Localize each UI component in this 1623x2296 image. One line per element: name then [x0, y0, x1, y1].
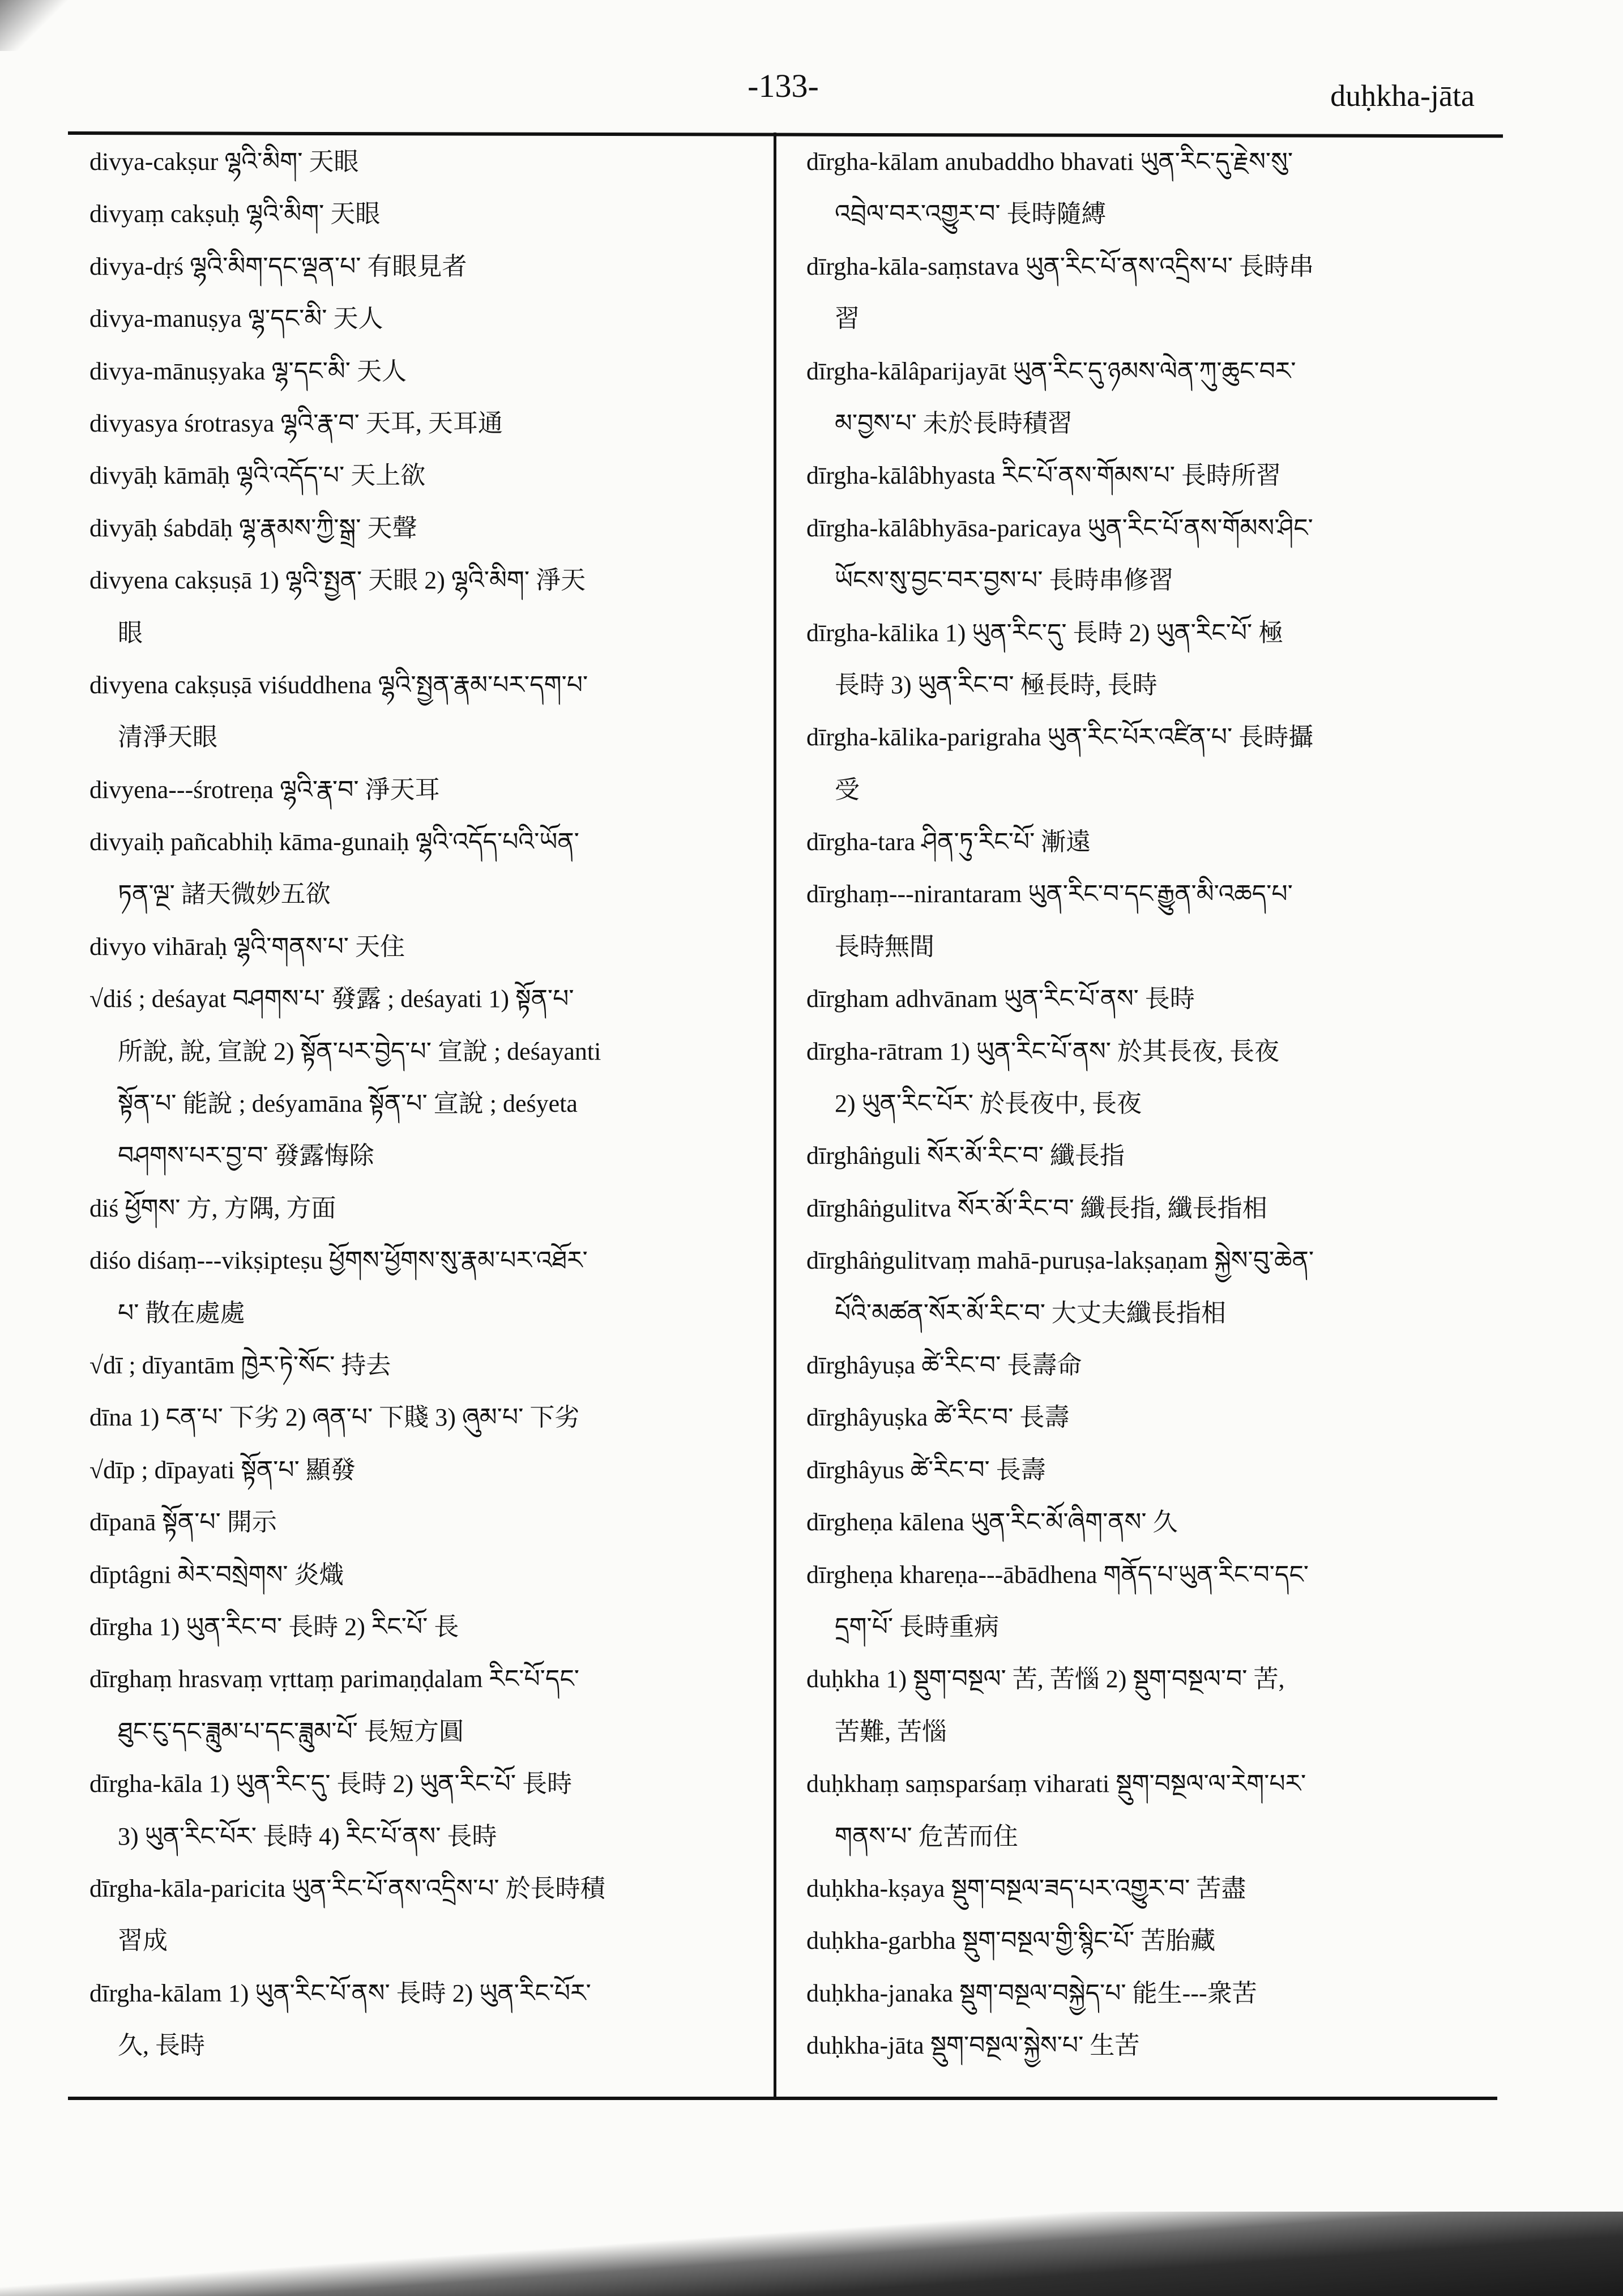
dictionary-entry-line: dīrgheṇa kālena ཡུན་རིང་མོ་ཞིག་ནས་ 久: [806, 1508, 1178, 1537]
dictionary-entry-line: dīrgha-kālâparijayāt ཡུན་རིང་དུ་ཉམས་ལེན་ཀུ་ཆུང་བར་: [806, 357, 1296, 385]
dictionary-entry-line: dīpanā སྟོན་པ་ 開示: [89, 1508, 277, 1537]
dictionary-entry-line: dīrghâyus ཚེ་རིང་བ་ 長壽: [806, 1456, 1046, 1484]
dictionary-entry-line: dīrgha-tara ཤིན་ཏུ་རིང་པོ་ 漸遠: [806, 828, 1091, 856]
entry-continuation-line: ཡོངས་སུ་བྱང་བར་བྱས་པ་ 長時串修習: [835, 566, 1174, 595]
dictionary-entry-line: divyaiḥ pañcabhiḥ kāma-gunaiḥ ལྷའི་འདོད་པའི་ཡོན་: [89, 828, 579, 856]
dictionary-entry-line: dīrghâyuṣka ཚེ་རིང་བ་ 長壽: [806, 1403, 1070, 1432]
entry-continuation-line: མ་བྱས་པ་ 未於長時積習: [835, 409, 1073, 437]
dictionary-entry-line: dīrgham adhvānam ཡུན་རིང་པོ་ནས་ 長時: [806, 985, 1195, 1013]
dictionary-entry-line: divyasya śrotrasya ལྷའི་རྣ་བ་ 天耳, 天耳通: [89, 409, 503, 437]
dictionary-entry-line: dīptâgni མེར་བསྲེགས་ 炎熾: [89, 1560, 344, 1589]
entry-continuation-line: བཤགས་པར་བྱ་བ་ 發露悔除: [118, 1142, 374, 1170]
dictionary-entry-line: dīrgha-rātram 1) ཡུན་རིང་པོ་ནས་ 於其長夜, 長夜: [806, 1037, 1279, 1065]
dictionary-entry-line: divyāḥ kāmāḥ ལྷའི་འདོད་པ་ 天上欲: [89, 462, 426, 490]
dictionary-entry-line: dīrgha-kālâbhyāsa-paricaya ཡུན་རིང་པོ་ནས་གོམས་ཤིང་: [806, 514, 1313, 542]
entry-continuation-line: 久, 長時: [118, 2032, 205, 2060]
entry-continuation-line: སྟོན་པ་ 能說 ; deśyamāna སྟོན་པ་ 宣說 ; deśyeta: [118, 1090, 578, 1118]
entry-continuation-line: 長時無間: [835, 932, 934, 961]
dictionary-entry-line: divyena cakṣuṣā viśuddhena ལྷའི་སྤྱན་རྣམ་པར་དག་པ་: [89, 671, 588, 699]
dictionary-entry-line: duḥkha-janaka སྡུག་བསྔལ་བསྐྱེད་པ་ 能生---衆苦: [806, 1979, 1257, 2007]
dictionary-entry-line: dīrgha-kālam anubaddho bhavati ཡུན་རིང་དུ་རྗེས་སུ་: [806, 148, 1293, 176]
dictionary-entry-line: dīrgha 1) ཡུན་རིང་བ་ 長時 2) རིང་པོ་ 長: [89, 1612, 459, 1641]
dictionary-entry-line: duḥkha-kṣaya སྡུག་བསྔལ་ཟད་པར་འགྱུར་བ་ 苦盡: [806, 1874, 1246, 1902]
column-divider: [774, 133, 776, 2098]
dictionary-entry-line: divya-mānuṣyaka ལྷ་དང་མི་ 天人: [89, 357, 407, 385]
entry-continuation-line: 2) ཡུན་རིང་པོར་ 於長夜中, 長夜: [835, 1090, 1142, 1118]
dictionary-entry-line: duḥkha 1) སྡུག་བསྔལ་ 苦, 苦惱 2) སྡུག་བསྔལ་བ་ 苦,: [806, 1665, 1285, 1693]
dictionary-entry-line: divyaṃ cakṣuḥ ལྷའི་མིག་ 天眼: [89, 200, 381, 228]
entry-continuation-line: 習: [835, 305, 860, 333]
dictionary-entry-line: √dīp ; dīpayati སྟོན་པ་ 顯發: [89, 1456, 356, 1484]
dictionary-entry-line: dīrghâṅgulitvaṃ mahā-puruṣa-lakṣaṇam སྐྱེས་བུ་ཆེན་: [806, 1247, 1314, 1275]
entry-continuation-line: 受: [835, 775, 860, 804]
dictionary-entry-line: dīrghâṅgulitva སོར་མོ་རིང་བ་ 纖長指, 纖長指相: [806, 1194, 1267, 1222]
dictionary-entry-line: dīrgha-kālâbhyasta རིང་པོ་ནས་གོམས་པ་ 長時所習: [806, 462, 1281, 490]
dictionary-entry-line: divyo vihāraḥ ལྷའི་གནས་པ་ 天住: [89, 932, 405, 961]
dictionary-entry-line: divyena---śrotreṇa ལྷའི་རྣ་བ་ 淨天耳: [89, 775, 440, 804]
dictionary-entry-line: divya-cakṣur ལྷའི་མིག་ 天眼: [89, 148, 359, 176]
dictionary-entry-line: dīrghaṃ---nirantaram ཡུན་རིང་བ་དང་རྒྱུན་མི་འཆད་པ་: [806, 880, 1293, 908]
dictionary-entry-line: dīrgha-kāla-paricita ཡུན་རིང་པོ་ནས་འདྲིས་པ་ 於長時積: [89, 1874, 605, 1902]
dictionary-entry-line: diśo diśaṃ---vikṣipteṣu ཕྱོགས་ཕྱོགས་སུ་རྣམ་པར་འཐོར་: [89, 1247, 588, 1275]
entry-continuation-line: 所說, 說, 宣說 2) སྟོན་པར་བྱེད་པ་ 宣說 ; deśayanti: [118, 1037, 601, 1065]
dictionary-entry-line: dīrgha-kālika 1) ཡུན་རིང་དུ་ 長時 2) ཡུན་རིང་པོ་ 極: [806, 618, 1284, 647]
dictionary-entry-line: dīrghaṃ hrasvaṃ vṛttaṃ parimaṇḍalam རིང་པོ་དང་: [89, 1665, 580, 1693]
dictionary-entry-line: dīrgheṇa khareṇa---ābādhena གནོད་པ་ཡུན་རིང་བ་དང་: [806, 1560, 1309, 1589]
entry-continuation-line: 眼: [118, 618, 143, 647]
entry-continuation-line: 清淨天眼: [118, 723, 217, 752]
entry-continuation-line: པ་ 散在處處: [118, 1299, 245, 1327]
dictionary-entry-line: dīna 1) ངན་པ་ 下劣 2) ཞན་པ་ 下賤 3) ཞུམ་པ་ 下劣: [89, 1403, 580, 1432]
dictionary-entry-line: duḥkha-jāta སྡུག་བསྔལ་སྐྱེས་པ་ 生苦: [806, 2032, 1140, 2060]
page-number: -133-: [748, 67, 819, 104]
dictionary-entry-line: duḥkha-garbha སྡུག་བསྔལ་གྱི་སྙིང་པོ་ 苦胎藏: [806, 1927, 1216, 1955]
dictionary-entry-line: dīrghâṅguli སོར་མོ་རིང་བ་ 纖長指: [806, 1142, 1125, 1170]
entry-continuation-line: ཐུང་ངུ་དང་ཟླུམ་པ་དང་ཟླུམ་པོ་ 長短方圓: [118, 1717, 464, 1746]
scan-bottom-shadow: [0, 2212, 1623, 2296]
dictionary-entry-line: dīrgha-kālam 1) ཡུན་རིང་པོ་ནས་ 長時 2) ཡུན་རིང་པོར་: [89, 1979, 591, 2007]
entry-continuation-line: གནས་པ་ 危苦而住: [835, 1822, 1018, 1850]
right-column: [806, 136, 1469, 2072]
running-head: duḥkha-jāta: [1330, 79, 1475, 113]
dictionary-entry-line: divya-manuṣya ལྷ་དང་མི་ 天人: [89, 305, 383, 333]
entry-continuation-line: ཏན་ལྔ་ 諸天微妙五欲: [118, 880, 331, 908]
entry-continuation-line: པོའི་མཚན་སོར་མོ་རིང་བ་ 大丈夫纖長指相: [835, 1299, 1226, 1327]
entry-continuation-line: འབྲེལ་བར་འགྱུར་བ་ 長時隨縛: [835, 200, 1107, 228]
dictionary-entry-line: duḥkhaṃ saṃsparśaṃ viharati སྡུག་བསྔལ་ལ་རེག་པར་: [806, 1770, 1306, 1798]
dictionary-entry-line: √diś ; deśayat བཤགས་པ་ 發露 ; deśayati 1) སྟོན་པ་: [89, 985, 574, 1013]
dictionary-entry-line: dīrgha-kāla 1) ཡུན་རིང་དུ་ 長時 2) ཡུན་རིང་པོ་ 長時: [89, 1770, 573, 1798]
scan-corner-shadow: [0, 0, 74, 51]
dictionary-entry-line: divyāḥ śabdāḥ ལྷ་རྣམས་ཀྱི་སྒྲ་ 天聲: [89, 514, 417, 542]
dictionary-entry-line: dīrgha-kāla-saṃstava ཡུན་རིང་པོ་ནས་འདྲིས་པ་ 長時串: [806, 252, 1314, 280]
entry-continuation-line: 習成: [118, 1927, 168, 1955]
dictionary-entry-line: diś ཕྱོགས་ 方, 方隅, 方面: [89, 1194, 336, 1222]
entry-continuation-line: 3) ཡུན་རིང་པོར་ 長時 4) རིང་པོ་ནས་ 長時: [118, 1822, 497, 1850]
dictionary-entry-line: dīrgha-kālika-parigraha ཡུན་རིང་པོར་འཛིན་པ་ 長時攝: [806, 723, 1314, 752]
entry-continuation-line: དྲག་པོ་ 長時重病: [835, 1612, 1000, 1641]
left-column: [89, 136, 752, 2072]
dictionary-entry-line: divya-dṛś ལྷའི་མིག་དང་ལྡན་པ་ 有眼見者: [89, 252, 467, 280]
entry-continuation-line: 長時 3) ཡུན་རིང་བ་ 極長時, 長時: [835, 671, 1158, 699]
entry-continuation-line: 苦難, 苦惱: [835, 1717, 947, 1746]
dictionary-entry-line: √dī ; dīyantām ཁྱེར་ཏེ་སོང་ 持去: [89, 1351, 391, 1379]
dictionary-entry-line: dīrghâyuṣa ཚེ་རིང་བ་ 長壽命: [806, 1351, 1082, 1379]
dictionary-entry-line: divyena cakṣuṣā 1) ལྷའི་སྤྱན་ 天眼 2) ལྷའི་མིག་ 淨天: [89, 566, 586, 595]
bottom-rule: [68, 2097, 1497, 2100]
